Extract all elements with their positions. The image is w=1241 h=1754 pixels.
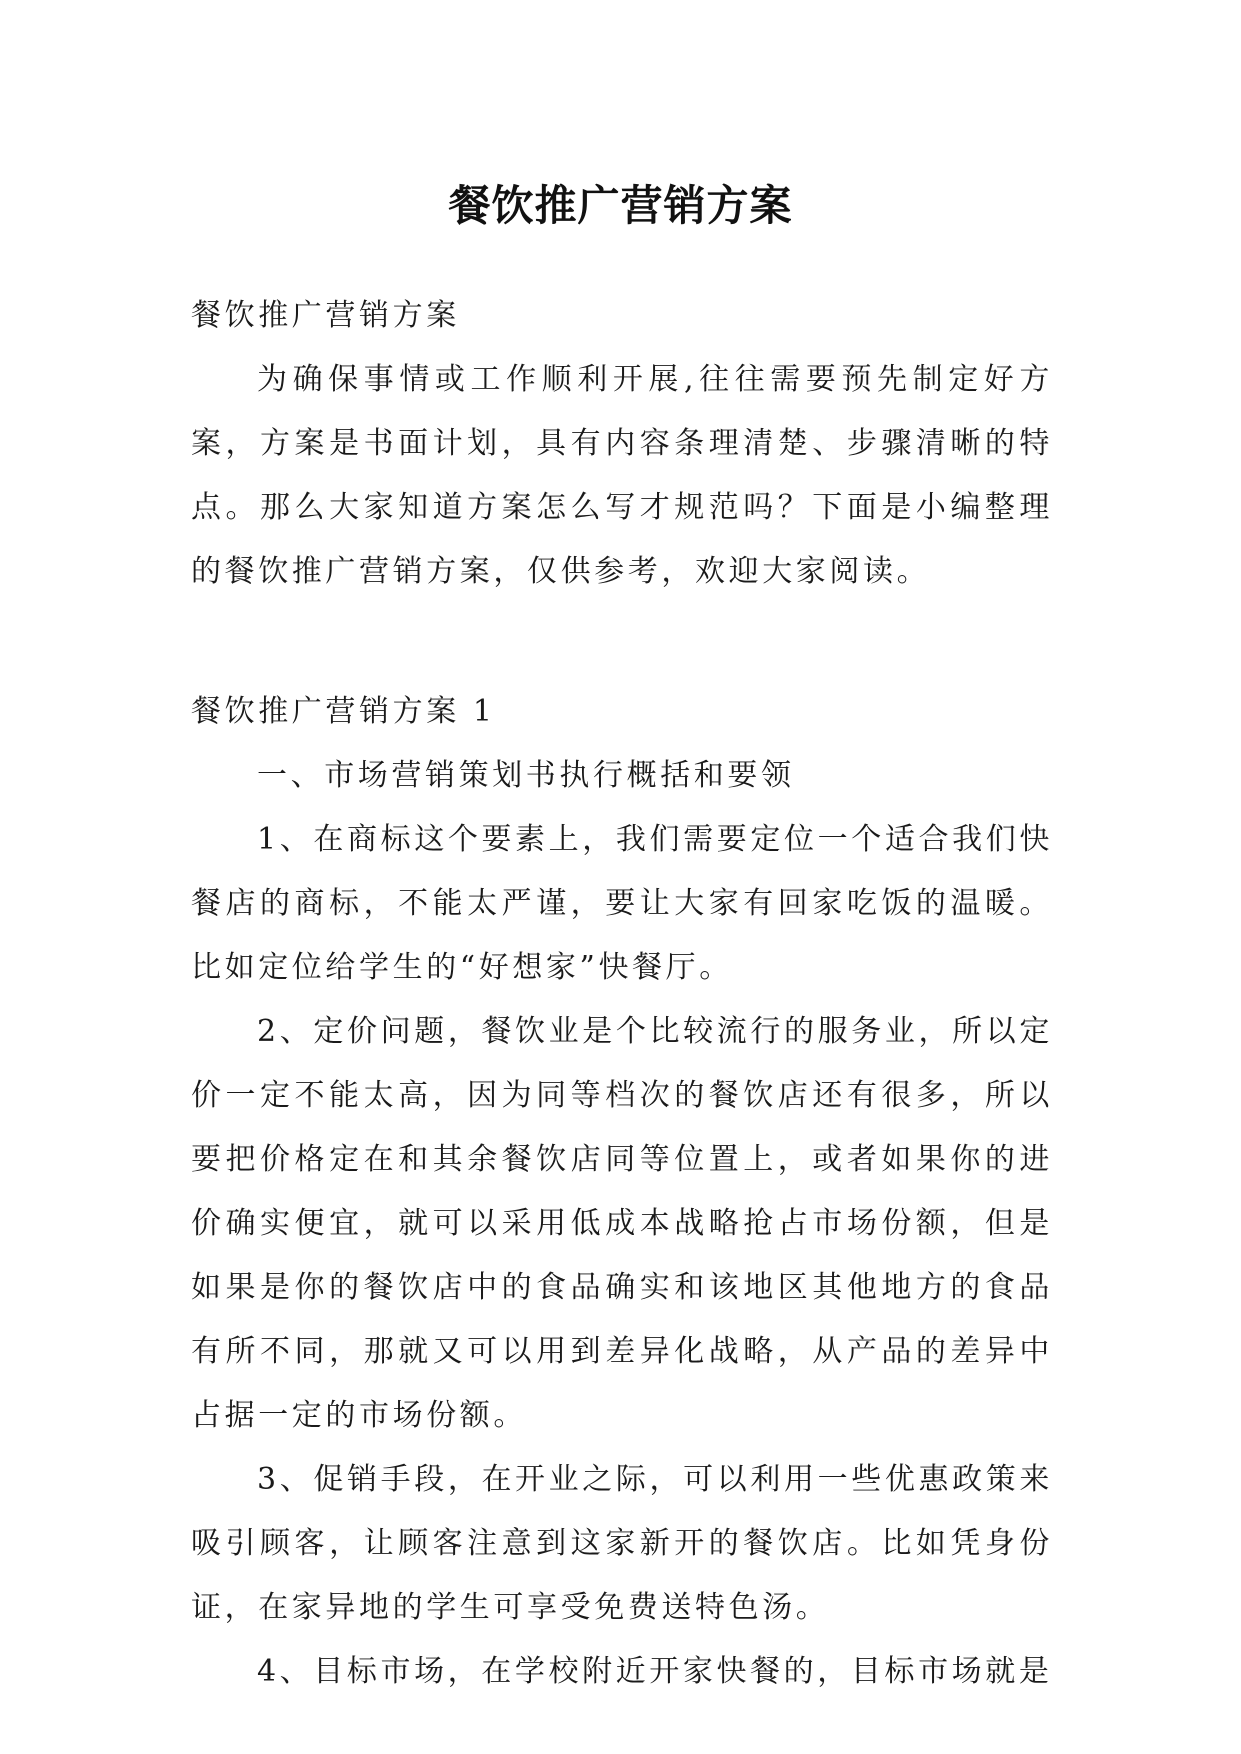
section-gap: [191, 604, 1053, 680]
body-paragraph: 2、定价问题，餐饮业是个比较流行的服务业，所以定价一定不能太高，因为同等档次的餐饮店还有很多，所以要把价格定在和其余餐饮店同等位置上，或者如果你的进价确实便宜，就可以采用低成本战略抢占市场份额，但是如果是你的餐饮店中的食品确实和该地区其他地方的食品有所不同，那就又可以用到差异化战略，从产品的差异中占据一定的市场份额。: [191, 1014, 1053, 1433]
body-paragraph: 4、目标市场，在学校附近开家快餐的，目标市场就是: [257, 1654, 1053, 1689]
subsection-heading: 一、市场营销策划书执行概括和要领: [257, 758, 795, 793]
body-paragraph: 3、促销手段，在开业之际，可以利用一些优惠政策来吸引顾客，让顾客注意到这家新开的餐饮店。比如凭身份证，在家异地的学生可享受免费送特色汤。: [191, 1462, 1053, 1625]
body-paragraph: 1、在商标这个要素上，我们需要定位一个适合我们快餐店的商标，不能太严谨，要让大家有回家吃饭的温暖。比如定位给学生的“好想家”快餐厅。: [191, 822, 1053, 985]
body-heading: 餐饮推广营销方案: [191, 298, 460, 333]
document-title: 餐饮推广营销方案: [448, 181, 793, 231]
section-heading: 餐饮推广营销方案 1: [191, 694, 496, 729]
document-body: [191, 284, 1053, 1704]
intro-paragraph: 为确保事情或工作顺利开展,往往需要预先制定好方案，方案是书面计划，具有内容条理清楚、步骤清晰的特点。那么大家知道方案怎么写才规范吗？下面是小编整理的餐饮推广营销方案，仅供参考，欢迎大家阅读。: [191, 362, 1053, 589]
